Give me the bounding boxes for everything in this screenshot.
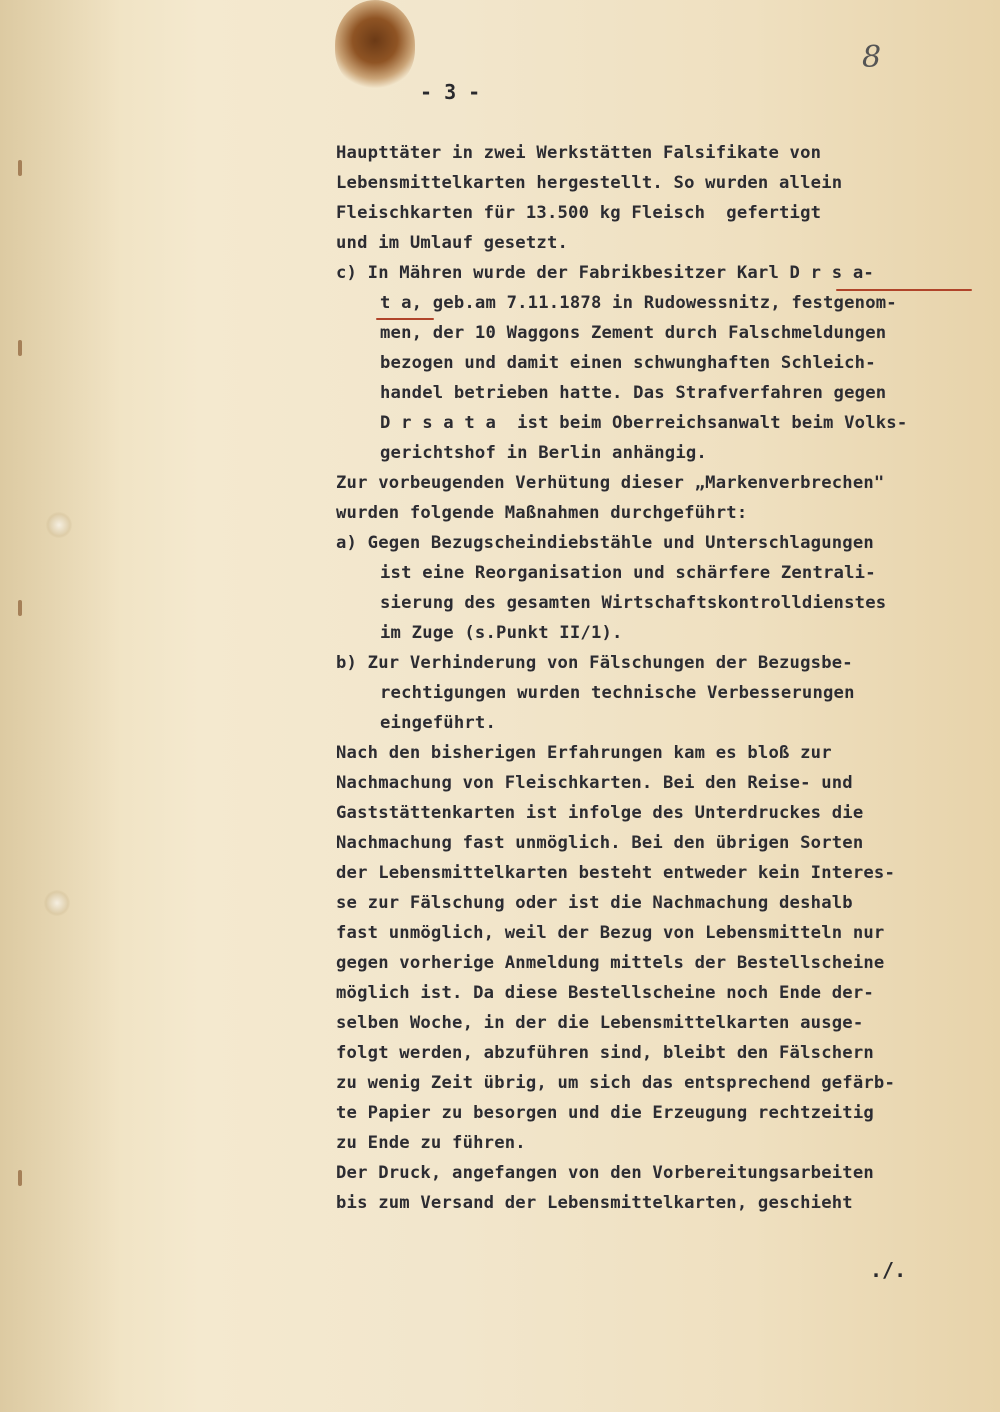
paper-emboss bbox=[46, 512, 72, 538]
text-line: b) Zur Verhinderung von Fälschungen der Bezugsbe- bbox=[336, 653, 853, 673]
text-line: c) In Mähren wurde der Fabrikbesitzer Karl D r s a- bbox=[336, 263, 874, 283]
punch-mark bbox=[18, 340, 22, 356]
text-line: Nachmachung von Fleischkarten. Bei den Reise- und bbox=[336, 773, 853, 793]
text-line: möglich ist. Da diese Bestellscheine noch Ende der- bbox=[336, 983, 874, 1003]
text-line: Nach den bisherigen Erfahrungen kam es bloß zur bbox=[336, 743, 832, 763]
text-line: wurden folgende Maßnahmen durchgeführt: bbox=[336, 503, 748, 523]
text-line: t a, geb.am 7.11.1878 in Rudowessnitz, festgenom- bbox=[380, 293, 897, 313]
text-line: Lebensmittelkarten hergestellt. So wurden allein bbox=[336, 173, 843, 193]
folio-number: 8 bbox=[862, 40, 882, 75]
text-line: sierung des gesamten Wirtschaftskontrolldienstes bbox=[380, 593, 887, 613]
paper-emboss bbox=[44, 890, 70, 916]
page-number: - 3 - bbox=[420, 80, 481, 104]
text-line: Nachmachung fast unmöglich. Bei den übrigen Sorten bbox=[336, 833, 864, 853]
text-line: fast unmöglich, weil der Bezug von Lebensmitteln nur bbox=[336, 923, 885, 943]
text-line: handel betrieben hatte. Das Strafverfahren gegen bbox=[380, 383, 887, 403]
text-line: zu wenig Zeit übrig, um sich das entsprechend gefärb- bbox=[336, 1073, 896, 1093]
typed-text-body bbox=[336, 138, 976, 1218]
red-underline bbox=[376, 318, 434, 320]
text-line: zu Ende zu führen. bbox=[336, 1133, 526, 1153]
punch-mark bbox=[18, 160, 22, 176]
punch-mark bbox=[18, 1170, 22, 1186]
paper-fold-shadow bbox=[0, 0, 120, 1412]
text-line: gerichtshof in Berlin anhängig. bbox=[380, 443, 707, 463]
text-line: gegen vorherige Anmeldung mittels der Bestellscheine bbox=[336, 953, 885, 973]
text-line: folgt werden, abzuführen sind, bleibt den Fälschern bbox=[336, 1043, 874, 1063]
text-line: ist eine Reorganisation und schärfere Zentrali- bbox=[380, 563, 876, 583]
rust-stain bbox=[335, 0, 415, 90]
text-line: eingeführt. bbox=[380, 713, 497, 733]
text-line: selben Woche, in der die Lebensmittelkarten ausge- bbox=[336, 1013, 864, 1033]
continuation-mark: ./. bbox=[870, 1258, 907, 1282]
text-line: D r s a t a ist beim Oberreichsanwalt beim Volks- bbox=[380, 413, 908, 433]
text-line: te Papier zu besorgen und die Erzeugung rechtzeitig bbox=[336, 1103, 874, 1123]
text-line: und im Umlauf gesetzt. bbox=[336, 233, 569, 253]
text-line: im Zuge (s.Punkt II/1). bbox=[380, 623, 623, 643]
text-line: se zur Fälschung oder ist die Nachmachung deshalb bbox=[336, 893, 853, 913]
red-underline bbox=[836, 289, 972, 291]
text-line: bis zum Versand der Lebensmittelkarten, geschieht bbox=[336, 1193, 853, 1213]
text-line: bezogen und damit einen schwunghaften Schleich- bbox=[380, 353, 876, 373]
text-line: Fleischkarten für 13.500 kg Fleisch gefertigt bbox=[336, 203, 822, 223]
text-line: Gaststättenkarten ist infolge des Unterdruckes die bbox=[336, 803, 864, 823]
text-line: der Lebensmittelkarten besteht entweder kein Interes- bbox=[336, 863, 896, 883]
text-line: Zur vorbeugenden Verhütung dieser „Markenverbrechen" bbox=[336, 473, 885, 493]
text-line: men, der 10 Waggons Zement durch Falschmeldungen bbox=[380, 323, 887, 343]
text-line: Haupttäter in zwei Werkstätten Falsifikate von bbox=[336, 143, 822, 163]
text-line: rechtigungen wurden technische Verbesserungen bbox=[380, 683, 855, 703]
text-line: a) Gegen Bezugscheindiebstähle und Unterschlagungen bbox=[336, 533, 874, 553]
text-line: Der Druck, angefangen von den Vorbereitungsarbeiten bbox=[336, 1163, 874, 1183]
punch-mark bbox=[18, 600, 22, 616]
